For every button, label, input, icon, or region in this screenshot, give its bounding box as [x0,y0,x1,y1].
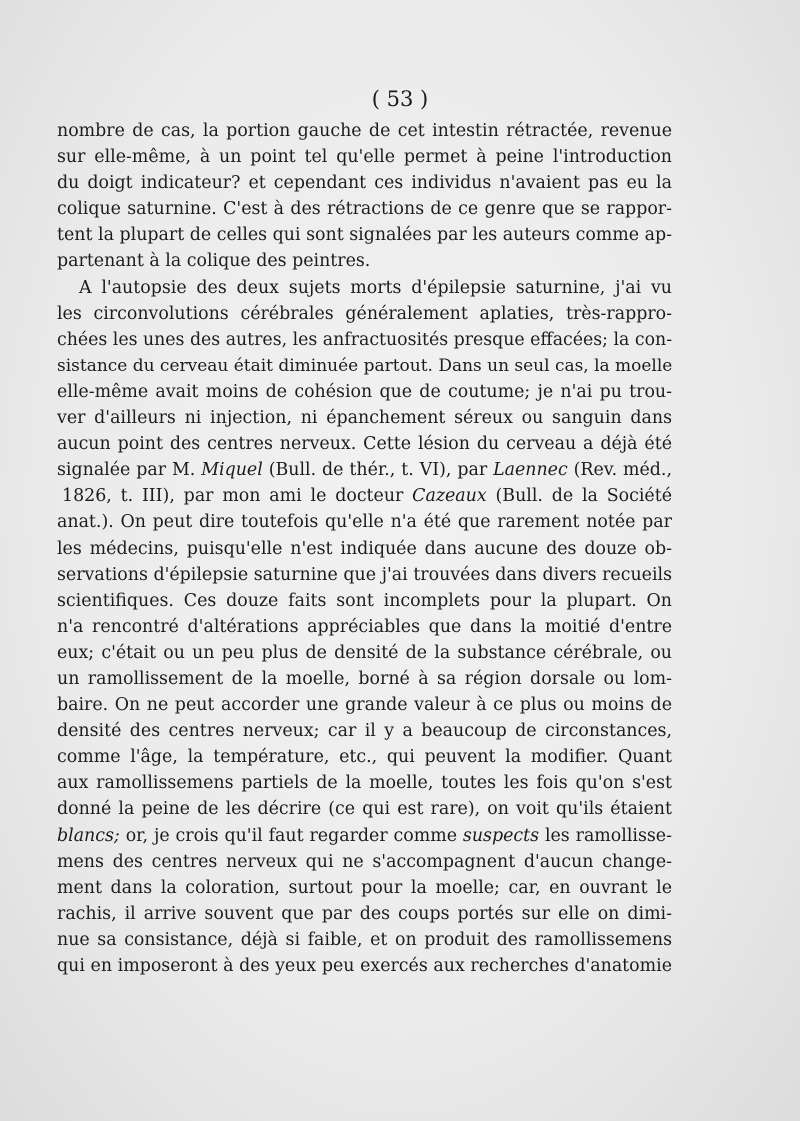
text-line: un ramollissement de la moelle, borné à sa région dorsale ou lom- [57,668,672,689]
text-line: rachis, il arrive souvent que par des coups portés sur elle on dimi- [57,903,672,924]
text-line: ver d'ailleurs ni injection, ni épanchement séreux ou sanguin dans [57,408,672,429]
text-line: nombre de cas, la portion gauche de cet intestin rétractée, revenue [57,121,672,141]
text-line: mens des centres nerveux qui ne s'accompagnent d'aucun change- [57,851,672,872]
text-line: nue sa consistance, déjà si faible, et on produit des ramollissemens [57,929,672,950]
text-line: ment dans la coloration, surtout pour la moelle; car, en ouvrant le [57,877,672,898]
text-line [57,483,672,509]
text-line: scientifiques. Ces douze faits sont incomplets pour la plupart. On [57,590,672,611]
text-line: servations d'épilepsie saturnine que j'ai trouvées dans divers recueils [57,564,672,585]
text-line [57,823,672,849]
text-line: du doigt indicateur? et cependant ces individus n'avaient pas eu la [57,173,672,194]
text-run: (Bull. de thér., t. VI), par [262,460,494,481]
text-line: colique saturnine. C'est à des rétractions de ce genre que se rappor- [57,199,672,220]
author-name: Cazeaux [412,486,487,507]
text-line: A l'autopsie des deux sujets morts d'épilepsie saturnine, j'ai vu [79,277,672,298]
text-line: donné la peine de les décrire (ce qui est rare), on voit qu'ils étaient [57,799,672,820]
text-run: signalée par M. [57,460,202,481]
text-line: sistance du cerveau était diminuée partout. Dans un seul cas, la moelle [57,355,673,376]
author-name: Laennec [493,460,568,481]
text-line: les médecins, puisqu'elle n'est indiquée dans aucune des douze ob- [57,538,672,559]
text-line: qui en imposeront à des yeux peu exercés aux recherches d'anatomie [57,956,672,976]
text-line: n'a rencontré d'altérations appréciables que dans la moitié d'entre [57,616,672,637]
text-line: comme l'âge, la température, etc., qui peuvent la modifier. Quant [57,747,672,768]
text-run: 1826, t. III), par mon ami le docteur [62,486,413,507]
text-run: or, je crois qu'il faut regarder comme [125,825,463,846]
text-line: tent la plupart de celles qui sont signalées par les auteurs comme ap- [57,225,672,246]
text-line: chées les unes des autres, les anfractuosités presque effacées; la con- [57,329,673,350]
emphasis: suspects [462,825,540,846]
text-run: (Rev. méd., [567,460,672,481]
text-line: baire. On ne peut accorder une grande valeur à ce plus ou moins de [57,695,672,716]
text-line: elle-même avait moins de cohésion que de coutume; je n'ai pu trou- [57,381,672,402]
text-line: aux ramollissemens partiels de la moelle, toutes les fois qu'on s'est [57,773,672,794]
page-number: ( 53 ) [371,87,429,111]
text-line: anat.). On peut dire toutefois qu'elle n'a été que rarement notée par [57,512,672,533]
text-line [57,457,672,483]
text-line: eux; c'était ou un peu plus de densité de la substance cérébrale, ou [57,642,672,663]
emphasis: blancs; [57,825,126,846]
text-line: partenant à la colique des peintres. [57,251,371,272]
page-body [57,118,672,979]
text-line: densité des centres nerveux; car il y a beaucoup de circonstances, [57,721,672,742]
author-name: Miquel [201,460,263,481]
text-run: les ramollisse- [539,825,672,846]
text-line: les circonvolutions cérébrales généralement aplaties, très-rappro- [57,303,672,324]
text-line: sur elle-même, à un point tel qu'elle permet à peine l'introduction [57,147,672,168]
text-line: aucun point des centres nerveux. Cette lésion du cerveau a déjà été [57,434,672,455]
text-run: (Bull. de la Société [486,486,672,507]
